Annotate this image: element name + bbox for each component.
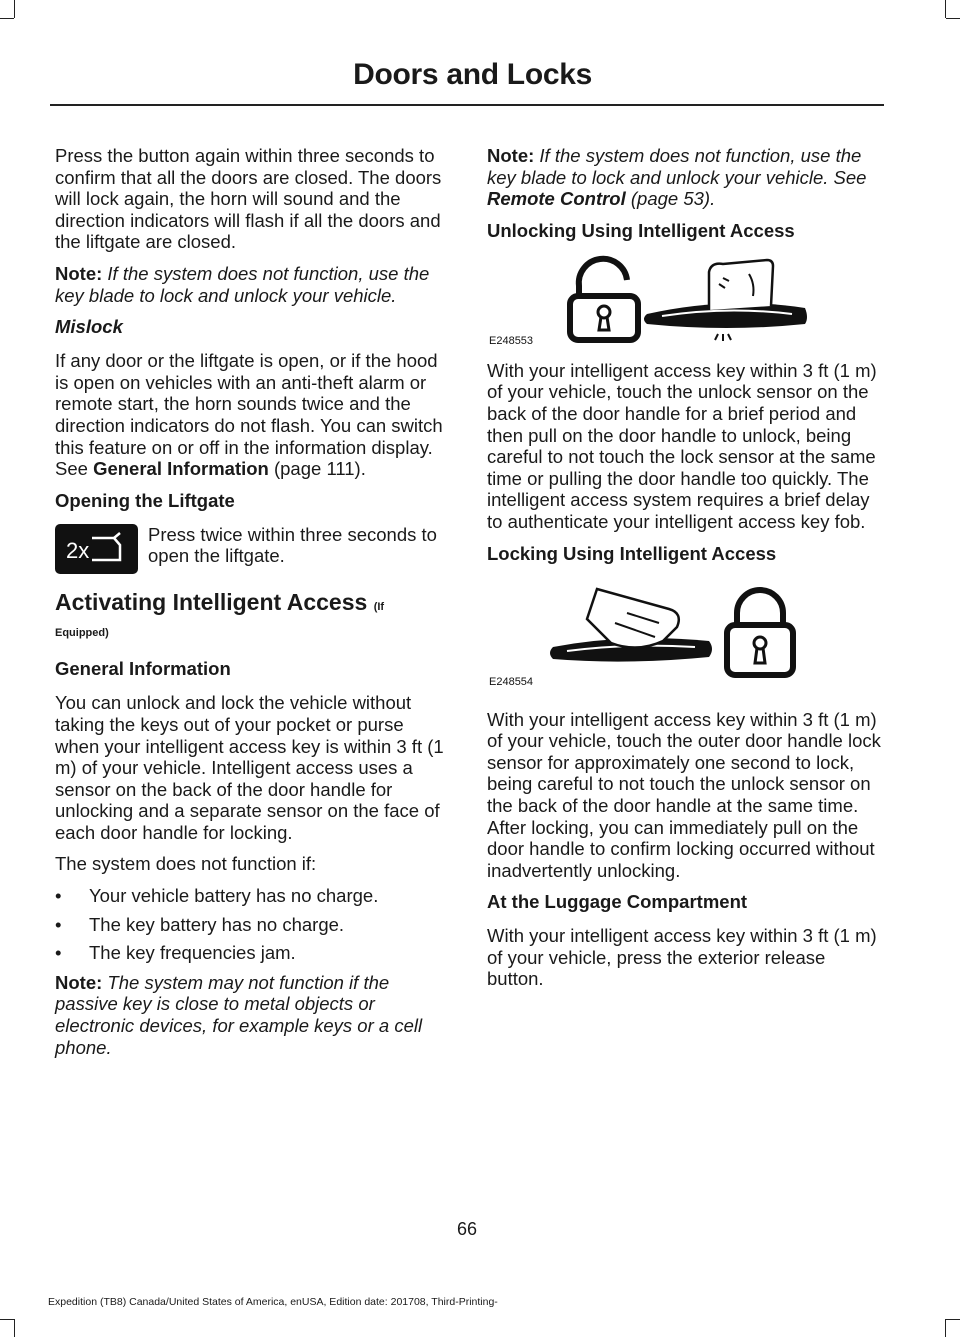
locked-padlock-icon <box>727 590 793 675</box>
crop-mark <box>945 0 946 18</box>
note-label: Note: <box>55 971 103 993</box>
mislock-paragraph <box>55 350 450 480</box>
liftgate-icon-label: 2x <box>65 537 89 563</box>
note-text: If the system does not function, use the key blade to lock and unlock your vehicle. <box>55 262 430 306</box>
hand-icon <box>709 260 773 310</box>
not-function-intro: The system does not function if: <box>55 853 317 875</box>
unlock-figure <box>487 254 882 346</box>
page-title: Doors and Locks <box>353 58 592 91</box>
crop-mark <box>0 1319 14 1320</box>
list-item: • Your vehicle battery has no charge. <box>55 885 450 907</box>
luggage-text: With your intelligent access key within 3 ft (1 m) of your vehicle, press the exterior release button. <box>487 925 877 990</box>
footer-edition: Expedition (TB8) Canada/United States of America, enUSA, Edition date: 201708, Third-Printing- <box>48 1296 498 1308</box>
figure-code: E248554 <box>489 675 534 688</box>
crop-mark <box>946 1319 960 1320</box>
lock-figure <box>487 577 882 688</box>
mislock-page-ref: (page 111). <box>273 458 366 480</box>
crop-mark <box>946 18 960 19</box>
liftgate-2x-icon <box>55 524 138 574</box>
unlocked-padlock-icon <box>570 259 638 340</box>
note-text: If the system does not function, use the key blade to lock and unlock your vehicle. See <box>487 145 867 188</box>
general-information-link[interactable]: General Information <box>93 458 269 480</box>
note-text: The system may not function if the passive key is close to metal objects or electronic devices, for example keys or a cell phone. <box>55 971 423 1058</box>
mislock-heading: Mislock <box>55 316 123 338</box>
crop-mark <box>14 1319 15 1337</box>
hand-icon <box>587 589 679 648</box>
unlock-illustration <box>487 254 817 346</box>
paragraph-confirm-close: Press the button again within three seconds to confirm that all the doors are closed. The doors will lock again, the horn will sound and the direction indicators will flash if all the doors and the liftgate are closed. <box>55 145 442 253</box>
locking-heading: Locking Using Intelligent Access <box>487 542 777 564</box>
activating-title: Activating Intelligent Access <box>55 588 368 615</box>
left-column <box>55 145 450 1068</box>
activating-if: (If <box>373 600 385 613</box>
activating-equipped: Equipped) <box>55 626 109 639</box>
lock-illustration <box>487 583 817 693</box>
note-key-blade <box>55 263 450 306</box>
unlocking-heading: Unlocking Using Intelligent Access <box>487 219 795 241</box>
general-information-heading: General Information <box>55 658 231 680</box>
note-label: Note: <box>487 145 535 166</box>
remote-control-link[interactable]: Remote Control <box>487 188 626 210</box>
locking-text: With your intelligent access key within 3 ft (1 m) of your vehicle, touch the outer door handle lock sensor for approximately one second to lock, being careful to not touch the unlock sensor on the back of the door handle at the same time. After locking, you can immediately pull on the door handle to confirm locking occurred without inadvertently unlocking. <box>487 708 881 881</box>
figure-code: E248553 <box>489 334 534 346</box>
liftgate-heading: Opening the Liftgate <box>55 489 235 511</box>
note-passive-key <box>55 972 450 1058</box>
liftgate-text: Press twice within three seconds to open the liftgate. <box>148 523 437 567</box>
list-item: • The key frequencies jam. <box>55 942 450 964</box>
activating-heading <box>55 588 450 621</box>
luggage-heading: At the Luggage Compartment <box>487 891 748 913</box>
unlocking-text: With your intelligent access key within 3 ft (1 m) of your vehicle, touch the unlock sensor on the back of the door handle for a brief period and then pull on the door handle to unlock, being careful to not touch the lock sensor at the same time or pulling the door handle too quickly. The intelligent access system requires a brief delay to authenticate your intelligent access key fob. <box>487 359 877 532</box>
crop-mark <box>14 0 15 18</box>
crop-mark <box>0 18 14 19</box>
note-remote-control <box>487 145 882 210</box>
right-column <box>487 145 882 1000</box>
header-rule <box>50 104 884 106</box>
general-information-text: You can unlock and lock the vehicle without taking the keys out of your pocket or purse when your intelligent access key is within 3 ft (1 m) of your vehicle. Intelligent access uses a sensor on the back of the door handle for unlocking and a separate sensor on the face of each door handle for locking. <box>55 692 444 843</box>
note-page-ref: (page 53). <box>630 188 716 210</box>
not-function-list <box>55 885 450 964</box>
crop-mark <box>945 1319 946 1337</box>
note-label: Note: <box>55 262 103 284</box>
list-item: • The key battery has no charge. <box>55 914 450 936</box>
liftgate-block <box>55 524 450 574</box>
mislock-text: If any door or the liftgate is open, or if the hood is open on vehicles with an anti-theft alarm or remote start, the horn sounds twice and the direction indicators do not flash. You can switch this feature on or off in the information display. See <box>55 350 443 480</box>
page-number: 66 <box>456 1219 478 1239</box>
